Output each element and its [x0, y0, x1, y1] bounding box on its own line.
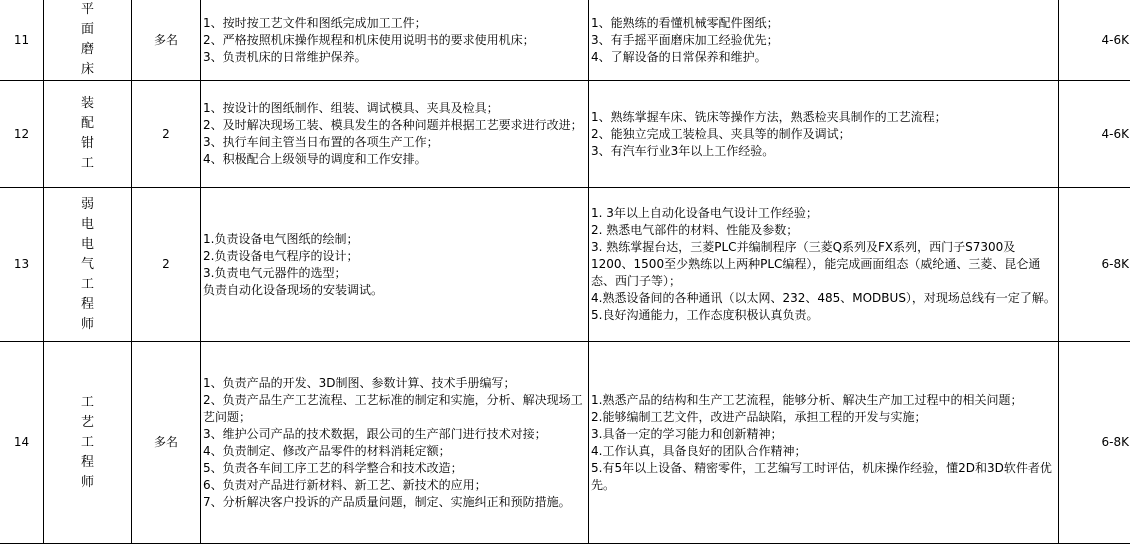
table-row — [0, 81, 1130, 188]
duty-line: 4、负责制定、修改产品零件的材料消耗定额； — [203, 443, 586, 460]
requirement-line: 2、能独立完成工装检具、夹具等的制作及调试； — [591, 126, 1056, 143]
table-row — [0, 0, 1130, 81]
job-title-cell — [44, 81, 132, 188]
job-requirements — [589, 81, 1059, 188]
requirement-line: 1. 3年以上自动化设备电气设计工作经验； — [591, 205, 1056, 222]
requirement-line: 3、有汽车行业3年以上工作经验。 — [591, 143, 1056, 160]
job-requirements — [589, 188, 1059, 342]
requirement-line: 4.工作认真，具备良好的团队合作精神； — [591, 443, 1056, 460]
requirement-line: 5.良好沟通能力，工作态度积极认真负责。 — [591, 307, 1056, 324]
job-title: 工艺工程师 — [81, 393, 95, 493]
duty-line: 4、积极配合上级领导的调度和工作安排。 — [203, 151, 586, 168]
requirement-line: 5.有5年以上设备、精密零件，工艺编写工时评估，机床操作经验，懂2D和3D软件者优先。 — [591, 460, 1056, 494]
requirement-line: 4、了解设备的日常保养和维护。 — [591, 49, 1056, 66]
salary-range: 4-6K — [1059, 81, 1130, 188]
requirement-line: 3.具备一定的学习能力和创新精神； — [591, 426, 1056, 443]
duty-line: 6、负责对产品进行新材料、新工艺、新技术的应用； — [203, 477, 586, 494]
requirement-line: 1、能熟练的看懂机械零配件图纸； — [591, 15, 1056, 32]
job-requirements — [589, 342, 1059, 544]
requirement-line: 1、熟练掌握车床、铣床等操作方法，熟悉检夹具制作的工艺流程； — [591, 109, 1056, 126]
duty-line: 负责自动化设备现场的安装调试。 — [203, 282, 586, 299]
duty-line: 3、执行车间主管当日布置的各项生产工作； — [203, 134, 586, 151]
job-title: 弱电电气工程师 — [81, 195, 95, 335]
headcount: 2 — [132, 81, 201, 188]
row-number: 13 — [0, 188, 44, 342]
requirement-line: 1.熟悉产品的结构和生产工艺流程，能够分析、解决生产加工过程中的相关问题； — [591, 392, 1056, 409]
row-number: 11 — [0, 0, 44, 81]
table-row — [0, 342, 1130, 544]
job-duties — [201, 0, 589, 81]
salary-range: 6-8K — [1059, 188, 1130, 342]
job-duties — [201, 188, 589, 342]
duty-line: 1、按时按工艺文件和图纸完成加工工件； — [203, 15, 586, 32]
duty-line: 3.负责电气元器件的选型； — [203, 265, 586, 282]
job-requirements — [589, 0, 1059, 81]
duty-line: 2、及时解决现场工装、模具发生的各种问题并根据工艺要求进行改进； — [203, 117, 586, 134]
duty-line: 5、负责各车间工序工艺的科学整合和技术改造； — [203, 460, 586, 477]
duty-line: 1.负责设备电气图纸的绘制； — [203, 231, 586, 248]
requirement-line: 3. 熟练掌握台达，三菱PLC并编制程序（三菱Q系列及FX系列，西门子S7300及1200、1500至少熟练以上两种PLC编程），能完成画面组态（威纶通、三菱、昆仑通态、西门子等）； — [591, 239, 1056, 290]
requirement-line: 4.熟悉设备间的各种通讯（以太网、232、485、MODBUS），对现场总线有一定了解。 — [591, 290, 1056, 307]
duty-line: 2、严格按照机床操作规程和机床使用说明书的要求使用机床； — [203, 32, 586, 49]
duty-line: 2.负责设备电气程序的设计； — [203, 248, 586, 265]
row-number: 12 — [0, 81, 44, 188]
job-title: 平面磨床 — [81, 0, 95, 80]
job-title: 装配钳工 — [81, 94, 95, 174]
job-duties — [201, 81, 589, 188]
row-number: 14 — [0, 342, 44, 544]
job-title-cell — [44, 342, 132, 544]
table-row — [0, 188, 1130, 342]
duty-line: 1、负责产品的开发、3D制图、参数计算、技术手册编写； — [203, 375, 586, 392]
headcount: 多名 — [132, 0, 201, 81]
requirement-line: 2.能够编制工艺文件，改进产品缺陷，承担工程的开发与实施； — [591, 409, 1056, 426]
salary-range: 4-6K — [1059, 0, 1130, 81]
salary-range: 6-8K — [1059, 342, 1130, 544]
duty-line: 7、分析解决客户投诉的产品质量问题，制定、实施纠正和预防措施。 — [203, 494, 586, 511]
headcount: 2 — [132, 188, 201, 342]
requirement-line: 3、有手摇平面磨床加工经验优先； — [591, 32, 1056, 49]
duty-line: 2、负责产品生产工艺流程、工艺标准的制定和实施，分析、解决现场工艺问题； — [203, 392, 586, 426]
headcount: 多名 — [132, 342, 201, 544]
duty-line: 1、按设计的图纸制作、组装、调试模具、夹具及检具； — [203, 100, 586, 117]
job-title-cell — [44, 188, 132, 342]
job-duties — [201, 342, 589, 544]
duty-line: 3、维护公司产品的技术数据，跟公司的生产部门进行技术对接； — [203, 426, 586, 443]
job-title-cell — [44, 0, 132, 81]
duty-line: 3、负责机床的日常维护保养。 — [203, 49, 586, 66]
requirement-line: 2. 熟悉电气部件的材料、性能及参数； — [591, 222, 1056, 239]
